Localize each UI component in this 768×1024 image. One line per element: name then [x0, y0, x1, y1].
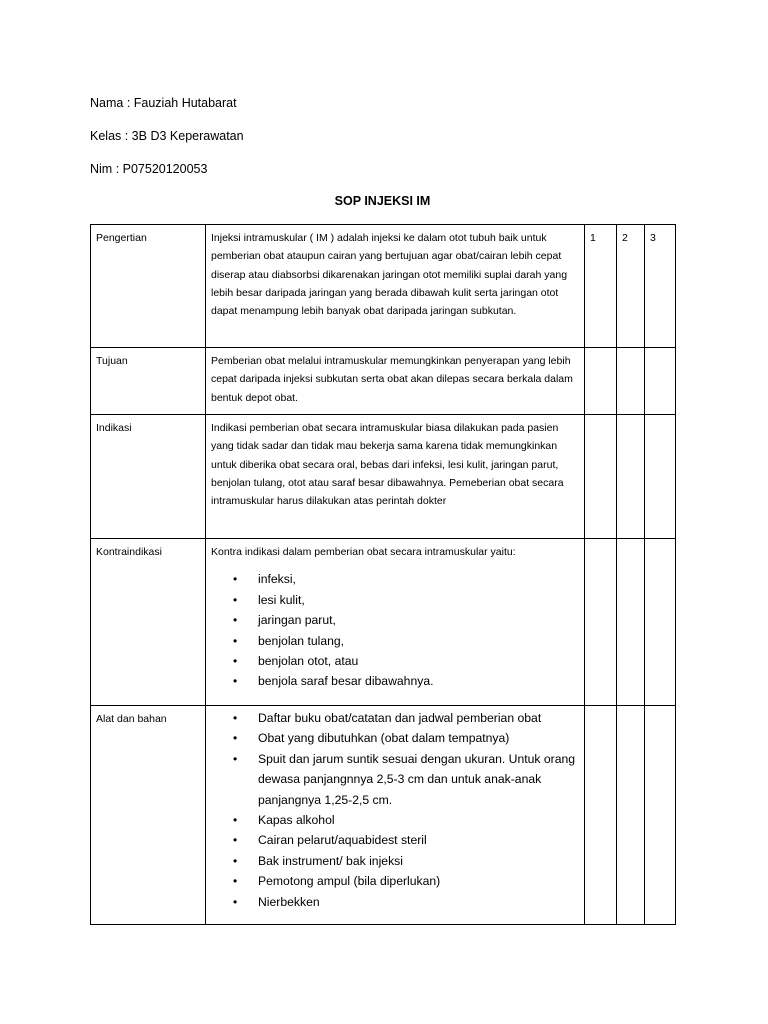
- bullet-icon: •: [233, 833, 238, 848]
- score-cell: [585, 348, 617, 415]
- score-cell: [617, 539, 645, 706]
- list-item: • Cairan pelarut/aquabidest steril: [211, 830, 579, 850]
- bullet-icon: •: [233, 653, 238, 668]
- row-description: Pemberian obat melalui intramuskular memungkinkan penyerapan yang lebih cepat daripada injeksi subkutan serta obat akan dilepas secara berkala dalam bentuk depot obat.: [206, 348, 585, 415]
- list-item: • lesi kulit,: [211, 590, 579, 610]
- score-cell: [645, 348, 676, 415]
- row-label: Indikasi: [91, 415, 206, 539]
- bullet-icon: •: [233, 572, 238, 587]
- list-item: • benjolan tulang,: [211, 631, 579, 651]
- bullet-icon: •: [233, 874, 238, 889]
- document-title: SOP INJEKSI IM: [334, 194, 431, 208]
- bullet-icon: •: [233, 711, 238, 725]
- list-item: • infeksi,: [211, 569, 579, 589]
- row-description: [206, 706, 585, 925]
- bullet-icon: •: [233, 813, 238, 828]
- student-class: Kelas : 3B D3 Keperawatan: [90, 129, 244, 143]
- table-row: [91, 225, 676, 348]
- table-row: [91, 415, 676, 539]
- score-cell: [617, 348, 645, 415]
- list-item: • Obat yang dibutuhkan (obat dalam tempatnya): [211, 728, 579, 748]
- table-row: [91, 706, 676, 925]
- row-description: Indikasi pemberian obat secara intramuskular biasa dilakukan pada pasien yang tidak sadar dan tidak mau bekerja sama karena tidak memungkinkan untuk diberika obat secara oral, bebas dari infeksi, lesi kulit, jaringan parut, benjolan tulang, otot atau saraf besar dibawahnya. Pemeberian obat secara intramuskular harus dilakukan atas perintah dokter: [206, 415, 585, 539]
- bullet-icon: •: [233, 731, 238, 746]
- sop-table: [90, 224, 676, 925]
- table-row: [91, 539, 676, 706]
- row-description: [206, 539, 585, 706]
- bullet-icon: •: [233, 853, 238, 868]
- list-item: • Kapas alkohol: [211, 810, 579, 830]
- list-item: • jaringan parut,: [211, 610, 579, 630]
- score-header-1: 1: [585, 225, 617, 348]
- row-description: Injeksi intramuskular ( IM ) adalah injeksi ke dalam otot tubuh baik untuk pemberian obat ataupun cairan yang bertujuan agar obat/cairan lebih cepat diserap atau diabsorbsi dikarenakan jaringan otot memiliki suplai darah yang lebih besar daripada jaringan yang berada dibawah kulit serta jaringan otot dapat menampung lebih banyak obat daripada jaringan subkutan.: [206, 225, 585, 348]
- list-item: • Nierbekken: [211, 892, 579, 912]
- bullet-icon: •: [233, 674, 238, 689]
- score-header-2: 2: [617, 225, 645, 348]
- bullet-icon: •: [233, 613, 238, 628]
- list-item: • benjolan otot, atau: [211, 651, 579, 671]
- list-item: • Pemotong ampul (bila diperlukan): [211, 871, 579, 891]
- contraindication-list: [211, 569, 579, 691]
- student-name: Nama : Fauziah Hutabarat: [90, 96, 237, 110]
- list-item: • benjola saraf besar dibawahnya.: [211, 671, 579, 691]
- score-cell: [585, 706, 617, 925]
- score-header-3: 3: [645, 225, 676, 348]
- list-item: • Daftar buku obat/catatan dan jadwal pemberian obat: [211, 708, 579, 728]
- bullet-icon: •: [233, 633, 238, 648]
- score-cell: [617, 415, 645, 539]
- score-cell: [645, 706, 676, 925]
- bullet-icon: •: [233, 751, 238, 766]
- student-nim: Nim : P07520120053: [90, 162, 208, 176]
- table-row: [91, 348, 676, 415]
- score-cell: [645, 539, 676, 706]
- bullet-icon: •: [233, 894, 238, 909]
- list-item: • Bak instrument/ bak injeksi: [211, 851, 579, 871]
- contraindication-intro: Kontra indikasi dalam pemberian obat secara intramuskular yaitu:: [211, 546, 516, 558]
- row-label: Alat dan bahan: [91, 706, 206, 925]
- row-label: Tujuan: [91, 348, 206, 415]
- bullet-icon: •: [233, 592, 238, 607]
- row-label: Kontraindikasi: [91, 539, 206, 706]
- list-item: • Spuit dan jarum suntik sesuai dengan ukuran. Untuk orang dewasa panjangnnya 2,5-3 cm dan untuk anak-anak panjangnya 1,25-2,5 cm.: [211, 749, 579, 810]
- row-label: Pengertian: [91, 225, 206, 348]
- tools-list: [211, 708, 579, 912]
- score-cell: [585, 415, 617, 539]
- score-cell: [585, 539, 617, 706]
- score-cell: [645, 415, 676, 539]
- score-cell: [617, 706, 645, 925]
